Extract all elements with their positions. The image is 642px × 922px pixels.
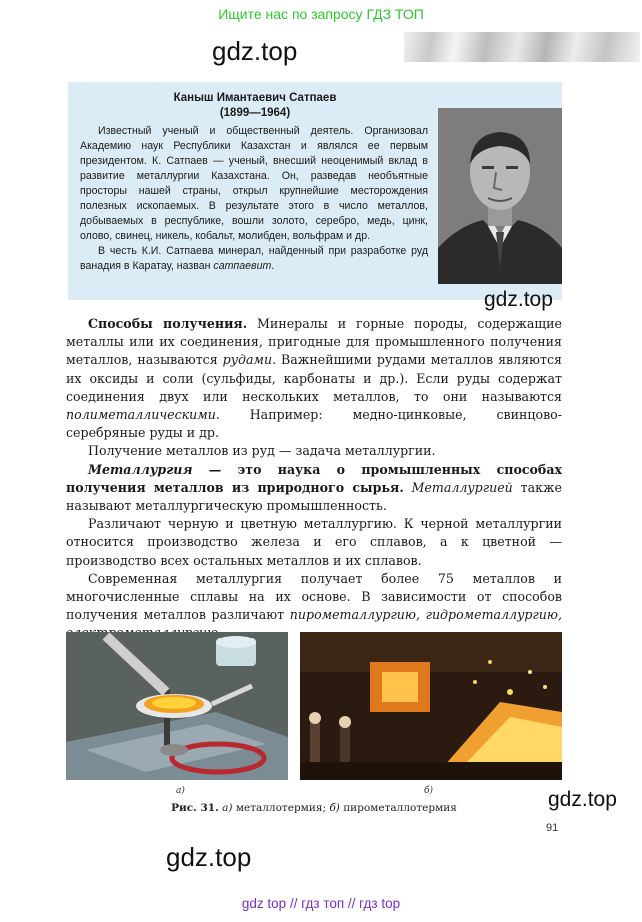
watermark-top: gdz.top: [212, 36, 298, 66]
photo-pyrometallurgy: [300, 632, 562, 780]
methods-heading: Способы получения.: [88, 316, 248, 331]
watermark-bottom: gdz.top: [166, 842, 252, 872]
term-methods: пирометаллургию, гидрометаллургию,: [289, 607, 563, 623]
paragraph-types: Различают черную и цветную металлургию. К черной металлургии относится производство железа и его сплавов, а к цветной — производство всех остальных металлов и их сплавов.: [66, 516, 562, 568]
caption-number: Рис. 31.: [171, 802, 219, 814]
decorative-banner: [404, 32, 640, 62]
portrait-illustration: [438, 108, 562, 284]
caption-b-marker: б): [329, 802, 344, 814]
bio-p2-term: сатпаевит: [213, 260, 272, 272]
term-metallurgy: Металлургия: [88, 461, 193, 477]
definition-end: также называют металлургическую промышленность.: [66, 479, 563, 514]
figure-caption: [66, 802, 562, 814]
bio-text: [80, 124, 428, 274]
label-a: а): [176, 786, 185, 796]
bio-paragraph-1: Известный ученый и общественный деятель. Организовал Академию наук Республики Казахстан и являлся ее первым президентом. К. Сатпаев — ученый, внесший неоценимый вклад в развитие металлургии Казахстана. Он, разведав необъятные просторы нашей страны, открыл крупнейшие месторождения полезных ископаемых. В результате этого в число металлов, добываемых в республике, вошли золото, серебро, медь, цинк, олово, свинец, никель, кобальт, молибден, вольфрам и др.: [80, 125, 428, 242]
bio-name: Каныш Имантаевич Сатпаев: [173, 92, 337, 104]
paragraph-task: Получение металлов из руд — задача металлургии.: [88, 443, 436, 459]
methods-text-a: Минералы и горные породы, содержащие металлы или их соединения, пригодные для промышленного получения металлов, называются: [66, 316, 562, 368]
term-metallurgy-2: Металлургией: [403, 479, 513, 495]
term-polymetallic: полиметаллическими: [66, 407, 216, 423]
watermark-bio: gdz.top: [484, 288, 553, 311]
footer-links[interactable]: gdz top // гдз топ // гдз top: [241, 896, 401, 911]
metallothermy-illustration: [66, 632, 288, 780]
watermark-caption: gdz.top: [548, 788, 617, 811]
pyrometallurgy-illustration: [300, 632, 562, 780]
bio-title: [80, 91, 430, 121]
caption-b-text: пирометаллотермия: [343, 802, 457, 814]
caption-a-text: металлотермия;: [235, 802, 330, 814]
bio-paragraph-2: [80, 244, 428, 274]
bio-p2-start: В честь К.И. Сатпаева минерал, найденный при разработке руд ванадия в Каратау, назван: [80, 245, 428, 272]
photo-metallothermy: [66, 632, 288, 780]
caption-a-marker: а): [218, 802, 236, 814]
modern-text: Современная металлургия получает более 75 металлов и многочисленные сплавы на их основе. В зависимости от способов получения металлов различают: [66, 570, 562, 623]
paragraph-methods: [66, 315, 562, 442]
paragraph-definition: [66, 461, 562, 516]
page-number: 91: [546, 822, 559, 834]
methods-text-b: . Важнейшими рудами металлов являются их оксиды и соли (сульфиды, карбонаты и др.). Если руды содержат соединения двух или нескольких металлов, то они называются: [66, 352, 562, 404]
bio-p2-end: .: [271, 260, 275, 272]
methods-text-c: . Например: медно-цинковые, свинцово-серебряные руды и др.: [66, 407, 562, 441]
label-b: б): [424, 786, 434, 796]
metallurgy-definition: — это наука о промышленных способах получения металлов из природного сырья.: [66, 461, 562, 495]
term-ores: рудами: [222, 352, 273, 368]
portrait-photo: [438, 108, 562, 284]
main-text: [66, 315, 562, 643]
bio-years: (1899—1964): [219, 107, 291, 119]
search-hint-link[interactable]: Ищите нас по запросу ГДЗ ТОП: [218, 6, 424, 22]
